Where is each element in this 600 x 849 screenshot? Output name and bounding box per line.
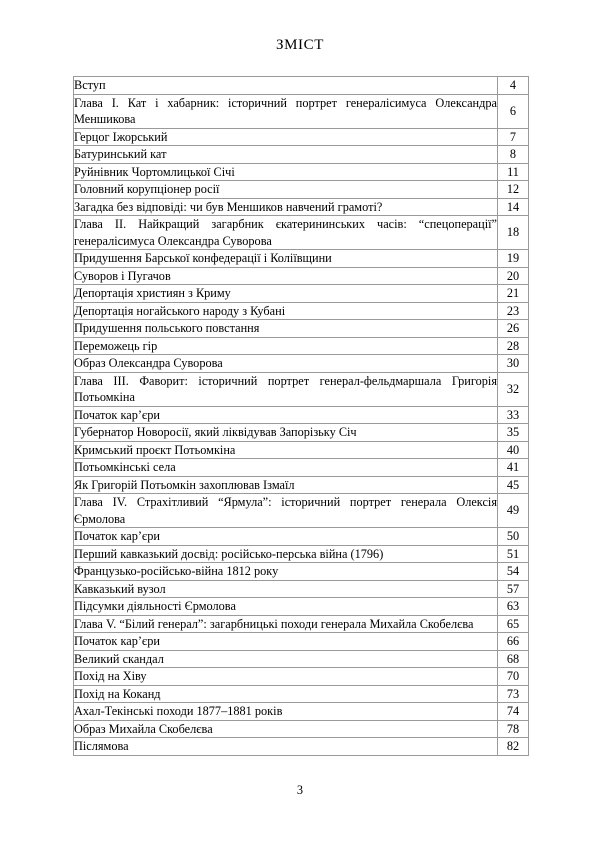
table-row[interactable] [74, 424, 529, 442]
toc-entry-title[interactable]: Глава V. “Білий генерал”: загарбницькі походи генерала Михайла Скобелєва [74, 615, 498, 633]
toc-entry-title[interactable]: Кавказький вузол [74, 580, 498, 598]
table-row[interactable] [74, 337, 529, 355]
table-row[interactable] [74, 441, 529, 459]
toc-entry-title[interactable]: Потьомкінські села [74, 459, 498, 477]
toc-entry-page[interactable]: 40 [498, 441, 529, 459]
toc-entry-title[interactable]: Початок кар’єри [74, 406, 498, 424]
table-row[interactable] [74, 372, 529, 406]
toc-entry-title[interactable]: Руйнівник Чортомлицької Січі [74, 163, 498, 181]
toc-entry-title[interactable]: Глава III. Фаворит: історичний портрет генерал-фельдмаршала Григорія Потьомкіна [74, 373, 497, 404]
table-row[interactable] [74, 598, 529, 616]
table-row[interactable] [74, 633, 529, 651]
toc-entry-title[interactable]: Підсумки діяльності Єрмолова [74, 598, 498, 616]
toc-entry-page[interactable]: 51 [498, 545, 529, 563]
toc-entry-page[interactable]: 28 [498, 337, 529, 355]
toc-entry-title[interactable]: Похід на Хіву [74, 668, 498, 686]
table-row[interactable] [74, 77, 529, 95]
table-row[interactable] [74, 163, 529, 181]
toc-entry-page[interactable]: 35 [498, 424, 529, 442]
toc-entry-title[interactable]: Перший кавказький досвід: російсько-перська війна (1796) [74, 545, 498, 563]
toc-table [73, 76, 529, 756]
toc-entry-title[interactable]: Як Григорій Потьомкін захоплював Ізмаїл [74, 476, 498, 494]
toc-entry-title[interactable]: Початок кар’єри [74, 528, 498, 546]
table-row[interactable] [74, 494, 529, 528]
toc-entry-page[interactable]: 20 [498, 267, 529, 285]
toc-entry-page[interactable]: 6 [498, 94, 529, 128]
toc-entry-page[interactable]: 65 [498, 615, 529, 633]
toc-entry-page[interactable]: 68 [498, 650, 529, 668]
toc-entry-title[interactable]: Герцог Іжорський [74, 128, 498, 146]
toc-entry-page[interactable]: 66 [498, 633, 529, 651]
toc-entry-title[interactable]: Придушення Барської конфедерації і Коліївщини [74, 250, 498, 268]
table-row[interactable] [74, 528, 529, 546]
table-row[interactable] [74, 459, 529, 477]
table-row[interactable] [74, 198, 529, 216]
toc-entry-page[interactable]: 33 [498, 406, 529, 424]
table-row[interactable] [74, 250, 529, 268]
toc-entry-title[interactable]: Глава II. Найкращий загарбник єкатерининських часів: “спецоперації” генералісимуса Олександра Суворова [74, 217, 497, 248]
toc-entry-title[interactable]: Загадка без відповіді: чи був Меншиков навчений грамоті? [74, 198, 498, 216]
toc-entry-page[interactable]: 21 [498, 285, 529, 303]
table-row[interactable] [74, 738, 529, 756]
table-row[interactable] [74, 703, 529, 721]
toc-entry-title[interactable]: Суворов і Пугачов [74, 267, 498, 285]
table-row[interactable] [74, 216, 529, 250]
toc-entry-page[interactable]: 18 [498, 216, 529, 250]
table-row[interactable] [74, 406, 529, 424]
toc-entry-title[interactable]: Післямова [74, 738, 498, 756]
toc-entry-page[interactable]: 63 [498, 598, 529, 616]
table-row[interactable] [74, 355, 529, 373]
table-row[interactable] [74, 285, 529, 303]
toc-entry-title[interactable]: Початок кар’єри [74, 633, 498, 651]
toc-entry-page[interactable]: 11 [498, 163, 529, 181]
toc-entry-title[interactable]: Образ Михайла Скобелєва [74, 720, 498, 738]
toc-entry-page[interactable]: 30 [498, 355, 529, 373]
toc-entry-page[interactable]: 70 [498, 668, 529, 686]
table-row[interactable] [74, 181, 529, 199]
toc-entry-title[interactable]: Ахал-Текінські походи 1877–1881 років [74, 703, 498, 721]
table-row[interactable] [74, 685, 529, 703]
toc-entry-page[interactable]: 23 [498, 302, 529, 320]
toc-entry-title[interactable]: Депортація християн з Криму [74, 285, 498, 303]
toc-entry-page[interactable]: 82 [498, 738, 529, 756]
toc-entry-title[interactable]: Придушення польського повстання [74, 320, 498, 338]
toc-entry-page[interactable]: 73 [498, 685, 529, 703]
toc-entry-title[interactable]: Депортація ногайського народу з Кубані [74, 302, 498, 320]
toc-entry-page[interactable]: 50 [498, 528, 529, 546]
table-row[interactable] [74, 146, 529, 164]
toc-entry-title[interactable]: Губернатор Новоросії, який ліквідував Запорізьку Січ [74, 424, 498, 442]
page-title: ЗМІСТ [275, 37, 324, 53]
toc-entry-title[interactable]: Головний корупціонер росії [74, 181, 498, 199]
toc-entry-title[interactable]: Образ Олександра Суворова [74, 355, 498, 373]
toc-entry-page[interactable]: 57 [498, 580, 529, 598]
page-number: 3 [296, 783, 304, 797]
toc-entry-page[interactable]: 41 [498, 459, 529, 477]
table-row[interactable] [74, 720, 529, 738]
toc-entry-page[interactable]: 26 [498, 320, 529, 338]
table-row[interactable] [74, 580, 529, 598]
table-row[interactable] [74, 615, 529, 633]
table-row[interactable] [74, 668, 529, 686]
toc-entry-title[interactable]: Великий скандал [74, 650, 498, 668]
table-of-contents [73, 76, 528, 756]
table-row[interactable] [74, 320, 529, 338]
toc-entry-title[interactable]: Похід на Коканд [74, 685, 498, 703]
toc-entry-page[interactable]: 8 [498, 146, 529, 164]
toc-entry-page[interactable]: 45 [498, 476, 529, 494]
toc-entry-page[interactable]: 7 [498, 128, 529, 146]
toc-entry-page[interactable]: 78 [498, 720, 529, 738]
table-row[interactable] [74, 563, 529, 581]
toc-entry-title[interactable]: Переможець гір [74, 337, 498, 355]
toc-entry-title[interactable]: Вступ [74, 77, 498, 95]
toc-entry-page[interactable]: 49 [498, 494, 529, 528]
toc-entry-page[interactable]: 54 [498, 563, 529, 581]
table-row[interactable] [74, 302, 529, 320]
toc-entry-title[interactable]: Батуринський кат [74, 146, 498, 164]
table-row[interactable] [74, 94, 529, 128]
toc-entry-page[interactable]: 74 [498, 703, 529, 721]
toc-entry-page[interactable]: 19 [498, 250, 529, 268]
toc-body [74, 77, 529, 756]
toc-entry-title[interactable]: Глава I. Кат і хабарник: історичний портрет генералісимуса Олександра Меншикова [74, 95, 497, 126]
table-row[interactable] [74, 650, 529, 668]
toc-entry-title[interactable]: Глава IV. Страхітливий “Ярмула”: історичний портрет генерала Олексія Єрмолова [74, 495, 497, 526]
table-row[interactable] [74, 267, 529, 285]
toc-entry-title[interactable]: Французько-російсько-війна 1812 року [74, 563, 498, 581]
toc-entry-page[interactable]: 12 [498, 181, 529, 199]
table-row[interactable] [74, 128, 529, 146]
toc-entry-title[interactable]: Кримський проєкт Потьомкіна [74, 441, 498, 459]
table-row[interactable] [74, 545, 529, 563]
toc-entry-page[interactable]: 32 [498, 372, 529, 406]
toc-entry-page[interactable]: 4 [498, 77, 529, 95]
table-row[interactable] [74, 476, 529, 494]
toc-entry-page[interactable]: 14 [498, 198, 529, 216]
